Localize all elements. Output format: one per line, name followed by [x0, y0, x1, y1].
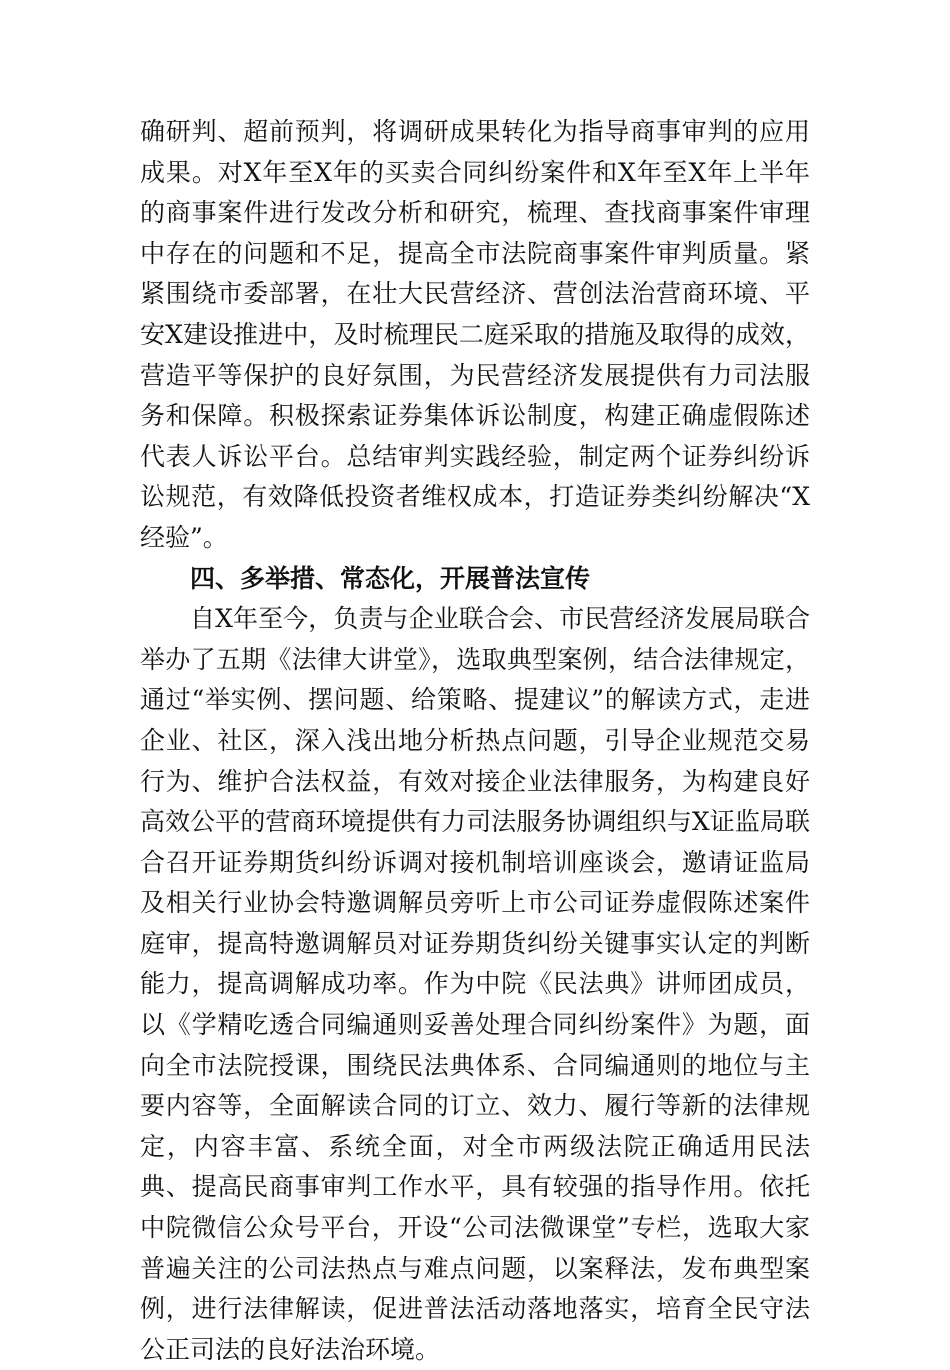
paragraph-continued: 确研判、超前预判，将调研成果转化为指导商事审判的应用成果。对X年至X年的买卖合同纠纷案件和X年至X年上半年的商事案件进行发改分析和研究，梳理、查找商事案件审理中存在的问题和不足，提高全市法院商事案件审判质量。紧紧围绕市委部署，在壮大民营经济、营创法治营商环境、平安X建设推进中，及时梳理民二庭采取的措施及取得的成效，营造平等保护的良好氛围，为民营经济发展提供有力司法服务和保障。积极探索证券集体诉讼制度，构建正确虚假陈述代表人诉讼平台。总结审判实践经验，制定两个证券纠纷诉讼规范，有效降低投资者维权成本，打造证券类纠纷解决“X经验”。 — [140, 117, 810, 552]
section-heading: 四、多举措、常态化，开展普法宣传 — [190, 563, 591, 593]
document-body — [140, 112, 810, 1370]
paragraph-section-4: 自X年至今，负责与企业联合会、市民营经济发展局联合举办了五期《法律大讲堂》，选取典型案例，结合法律规定，通过“举实例、摆问题、给策略、提建议”的解读方式，走进企业、社区，深入浅出地分析热点问题，引导企业规范交易行为、维护合法权益，有效对接企业法律服务，为构建良好高效公平的营商环境提供有力司法服务协调组织与X证监局联合召开证券期货纠纷诉调对接机制培训座谈会，邀请证监局及相关行业协会特邀调解员旁听上市公司证券虚假陈述案件庭审，提高特邀调解员对证券期货纠纷关键事实认定的判断能力，提高调解成功率。作为中院《民法典》讲师团成员，以《学精吃透合同编通则妥善处理合同纠纷案件》为题，面向全市法院授课，围绕民法典体系、合同编通则的地位与主要内容等，全面解读合同的订立、效力、履行等新的法律规定，内容丰富、系统全面，对全市两级法院正确适用民法典、提高民商事审判工作水平，具有较强的指导作用。依托中院微信公众号平台，开设“公司法微课堂”专栏，选取大家普遍关注的公司法热点与难点问题，以案释法，发布典型案例，进行法律解读，促进普法活动落地落实，培育全民守法公正司法的良好法治环境。 — [140, 604, 810, 1364]
